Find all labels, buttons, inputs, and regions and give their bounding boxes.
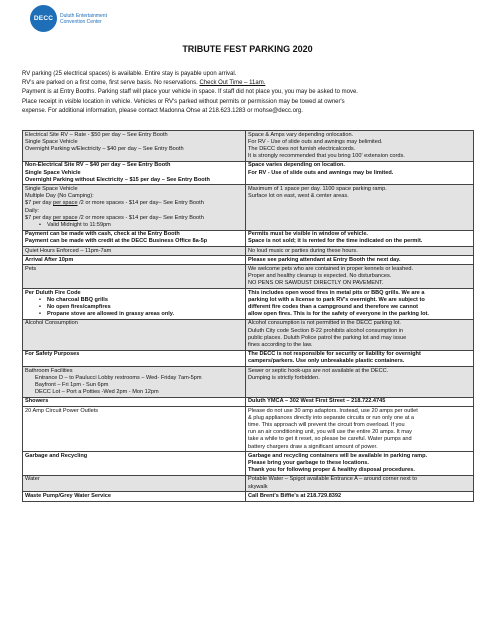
rule-detail-cell: [246, 397, 474, 406]
rule-topic-line: Electrical Site RV – Rate - $50 per day – See Entry Booth: [25, 131, 168, 138]
rule-topic-cell: [23, 350, 246, 366]
intro-line-4: Place receipt in visible location in vehicle. Vehicles or RV's parked without permits or permission may be towed at owner's: [22, 98, 345, 105]
rule-detail-cell: [246, 265, 474, 289]
rule-detail-cell: [246, 407, 474, 452]
bathroom-location: Entrance D – to Paulucci Lobby restrooms – Wed- Friday 7am-5pm: [35, 374, 202, 381]
intro-line-2: [22, 79, 474, 88]
rule-detail-line: This includes open wood fires in metal pits or BBQ grills. We are a: [248, 289, 425, 296]
table-row: [23, 256, 474, 265]
rate-unit: per space: [53, 214, 78, 221]
rule-detail-line: Maximum of 1 space per day. 1100 space parking ramp.: [248, 185, 387, 192]
rule-topic-cell: [23, 256, 246, 265]
bullet-item: • Valid Midnight to 11:59pm: [25, 222, 243, 229]
rule-detail-line: Garbage and recycling containers will be available in parking ramp.: [248, 452, 428, 459]
rule-detail-line: Please see parking attendant at Entry Booth the next day.: [248, 256, 401, 263]
rule-detail-line: Duluth YMCA – 302 West First Street – 218.722.4745: [248, 398, 386, 405]
table-row: [23, 452, 474, 476]
logo-line-2: Convention Center: [60, 19, 102, 25]
rule-detail-line: Thank you for following proper & healthy disposal procedures.: [248, 467, 415, 474]
table-row: [23, 265, 474, 289]
rule-topic-line: Waste Pump/Grey Water Service: [25, 492, 112, 499]
table-row: [23, 350, 474, 366]
rule-detail-line: different fire codes than a campground and therefore we cannot: [248, 303, 419, 310]
rule-topic-line: For Safety Purposes: [25, 351, 80, 358]
rule-detail-line: We welcome pets who are contained in proper kennels or leashed.: [248, 265, 414, 272]
table-row: [23, 247, 474, 256]
rule-topic-line: Showers: [25, 398, 49, 405]
page-title: TRIBUTE FEST PARKING 2020: [182, 44, 313, 54]
rule-detail-line: time. This approach will prevent the circuit from overload. If you: [248, 422, 405, 429]
rule-topic-line: Garbage and Recycling: [25, 452, 88, 459]
rule-detail-line: Space varies depending on location.: [248, 162, 345, 169]
rule-detail-cell: [246, 185, 474, 230]
rule-detail-cell: [246, 161, 474, 185]
rule-topic-cell: [23, 407, 246, 452]
bullet-item: • No charcoal BBQ grills: [25, 297, 243, 304]
rule-topic-line: Payment can be made with cash, check at the Entry Booth: [25, 231, 180, 238]
table-row: [23, 492, 474, 501]
rule-detail-line: Alcohol consumption is not permitted in the DECC parking lot.: [248, 320, 401, 327]
rule-topic-cell: [23, 265, 246, 289]
intro-line-3: Payment is at Entry Booths. Parking staff will place your vehicle in space. If staff did not place you, you may be asked to move.: [22, 89, 358, 96]
rule-topic-cell: [23, 397, 246, 406]
rule-topic-line: Multiple Day (No Camping):: [25, 193, 94, 200]
rule-topic-cell: [23, 319, 246, 350]
rule-detail-line: parking lot with a license to park RV's overnight. We are subject to: [248, 296, 425, 303]
table-row: [23, 161, 474, 185]
rule-topic-cell: [23, 475, 246, 491]
rule-topic-line: 20 Amp Circuit Power Outlets: [25, 407, 99, 414]
rule-topic-cell: [23, 185, 246, 230]
rule-detail-line: Sewer or septic hook-ups are not available at the DECC.: [248, 367, 389, 374]
rule-topic-line: Single Space Vehicle: [25, 138, 78, 145]
rule-detail-line: Proper and healthy cleanup is expected. No disturbances.: [248, 273, 392, 280]
rule-detail-line: The DECC does not furnish electricalcords.: [248, 145, 356, 152]
bathroom-location: Bayfront – Fri 1pm - Sun 6pm: [35, 382, 109, 388]
rule-detail-line: Space is not sold; it is rented for the time indicated on the permit.: [248, 238, 423, 245]
table-row: [23, 131, 474, 162]
rule-detail-cell: [246, 350, 474, 366]
rule-topic-line: Single Space Vehicle: [25, 185, 78, 192]
rule-topic-cell: [23, 161, 246, 185]
rule-detail-line: The DECC is not responsible for security or liability for overnight: [248, 351, 421, 358]
rule-detail-line: run an air conditioning unit, you will use the entire 20 amps. It may: [248, 429, 412, 436]
parking-rules-table: [22, 130, 474, 502]
bathroom-location: DECC Lot – Port a Potties -Wed 2pm - Mon 12pm: [35, 389, 159, 396]
rule-detail-line: Duluth City code Section 8-22 prohibits alcohol consumption in: [248, 327, 404, 334]
table-row: [23, 475, 474, 491]
rule-detail-line: Permits must be visible in window of vehicle.: [248, 231, 368, 238]
rule-topic-cell: [23, 367, 246, 398]
rule-topic-line: Payment can be made with credit at the DECC Business Office 8a-5p: [25, 238, 208, 245]
rule-topic-cell: [23, 131, 246, 162]
rule-topic-line: Overnight Parking without Electricity – $15 per day – See Entry Booth: [25, 176, 210, 183]
rule-topic-line: Single Space Vehicle: [25, 169, 81, 176]
rule-detail-line: Please do not use 30 amp adaptors. Instead, use 20 amps per outlet: [248, 407, 418, 414]
rule-detail-line: fines according to the law.: [248, 341, 313, 348]
rule-topic-cell: [23, 452, 246, 476]
intro-paragraph: [22, 70, 474, 116]
rule-detail-line: Please bring your garbage to these locations.: [248, 460, 369, 467]
rule-detail-line: battery chargers draw a significant amount of power.: [248, 443, 378, 450]
rule-topic-cell: [23, 247, 246, 256]
rule-detail-cell: [246, 230, 474, 246]
rule-detail-cell: [246, 256, 474, 265]
rule-topic-cell: [23, 289, 246, 320]
intro-line-5: expense. For additional information, please contact Madonna Ohse at 218.623.1283 or mohse@decc.org.: [22, 107, 303, 114]
bullet-item: • Propane stove are allowed in grassy areas only.: [25, 311, 243, 318]
rule-detail-line: Dumping is strictly forbidden.: [248, 374, 320, 381]
rate-text: /2 or more spaces - $14 per day– See Entry Booth: [77, 214, 204, 221]
rule-detail-cell: [246, 319, 474, 350]
rate-text: /2 or more spaces - $14 per day– See Entry Booth: [77, 200, 204, 207]
rate-line: [25, 200, 243, 207]
rule-detail-line: No loud music or parties during these hours.: [248, 247, 358, 254]
rule-detail-line: take a while to get it reset, so please be careful. Water pumps and: [248, 436, 412, 443]
rule-topic-line: Bathroom Facilities: [25, 367, 73, 374]
rule-topic-cell: [23, 230, 246, 246]
rule-detail-line: Surface lot on east, west & center areas.: [248, 193, 349, 200]
table-row: [23, 230, 474, 246]
rule-topic-cell: [23, 492, 246, 501]
rule-detail-line: For RV - Use of slide outs and awnings may be limited.: [248, 169, 394, 176]
table-row: [23, 367, 474, 398]
rule-topic-line: Water: [25, 476, 40, 483]
rule-detail-line: Call Brent's Biffie's at 218.729.8392: [248, 492, 342, 499]
rule-detail-line: campers/parkers. Use only unbreakable plastic containers.: [248, 358, 405, 365]
bullet-item: • No open fires/campfires: [25, 304, 243, 311]
rate-unit: per space: [53, 200, 78, 207]
rule-detail-cell: [246, 289, 474, 320]
table-row: [23, 185, 474, 230]
table-row: [23, 289, 474, 320]
rule-topic-line: Overnight Parking w/Electricity – $40 per day – See Entry Booth: [25, 145, 184, 152]
intro-line-1: RV parking (25 electrical spaces) is available. Entire stay is payable upon arrival.: [22, 71, 237, 77]
rule-detail-cell: [246, 131, 474, 162]
rule-detail-line: skywalk: [248, 483, 268, 490]
rate-line: [25, 215, 243, 222]
rule-topic-line: Arrival After 10pm: [25, 256, 74, 263]
rule-detail-line: public places. Duluth Police patrol the parking lot and may issue: [248, 334, 407, 341]
rule-topic-line: Alcohol Consumption: [25, 320, 78, 327]
rule-detail-cell: [246, 452, 474, 476]
rule-topic-line: Quiet Hours Enforced – 11pm-7am: [25, 247, 112, 254]
table-row: [23, 407, 474, 452]
rule-detail-line: Space & Amps vary depending onlocation.: [248, 131, 354, 138]
rule-topic-line: Daily:: [25, 207, 39, 214]
logo-line-1: Duluth Entertainment: [60, 13, 107, 19]
intro-line-2-text: RV's are parked on a first come, first serve basis. No reservations.: [22, 80, 200, 87]
rule-detail-line: allow open fires. This is for the safety of everyone in the parking lot.: [248, 311, 429, 318]
rule-detail-cell: [246, 247, 474, 256]
rule-detail-line: For RV - Use of slide outs and awnings may belimited.: [248, 138, 383, 145]
decc-logo: [30, 5, 180, 35]
rule-detail-line: NO PENS OR SAWDUST DIRECTLY ON PAVEMENT.: [248, 280, 384, 287]
rule-detail-line: Potable Water – Spigot available Entrance A – around corner next to: [248, 476, 417, 483]
rule-detail-line: & plug appliances directly into separate circuits or run only one at a: [248, 414, 415, 421]
table-row: [23, 397, 474, 406]
rate-text: $7 per day: [25, 200, 53, 207]
table-row: [23, 319, 474, 350]
rule-detail-cell: [246, 367, 474, 398]
rule-detail-cell: [246, 492, 474, 501]
logo-badge: DECC: [30, 5, 57, 32]
rule-topic-line: Non-Electrical Site RV – $40 per day – See Entry Booth: [25, 162, 171, 169]
checkout-time: Check Out Time – 11am.: [199, 80, 266, 87]
rule-topic-line: Per Duluth Fire Code: [25, 289, 81, 296]
rule-detail-line: It is strongly recommended that you bring 100' extension cords.: [248, 153, 405, 160]
rate-text: $7 per day: [25, 214, 53, 221]
rule-detail-cell: [246, 475, 474, 491]
rule-topic-line: Pets: [25, 265, 37, 272]
